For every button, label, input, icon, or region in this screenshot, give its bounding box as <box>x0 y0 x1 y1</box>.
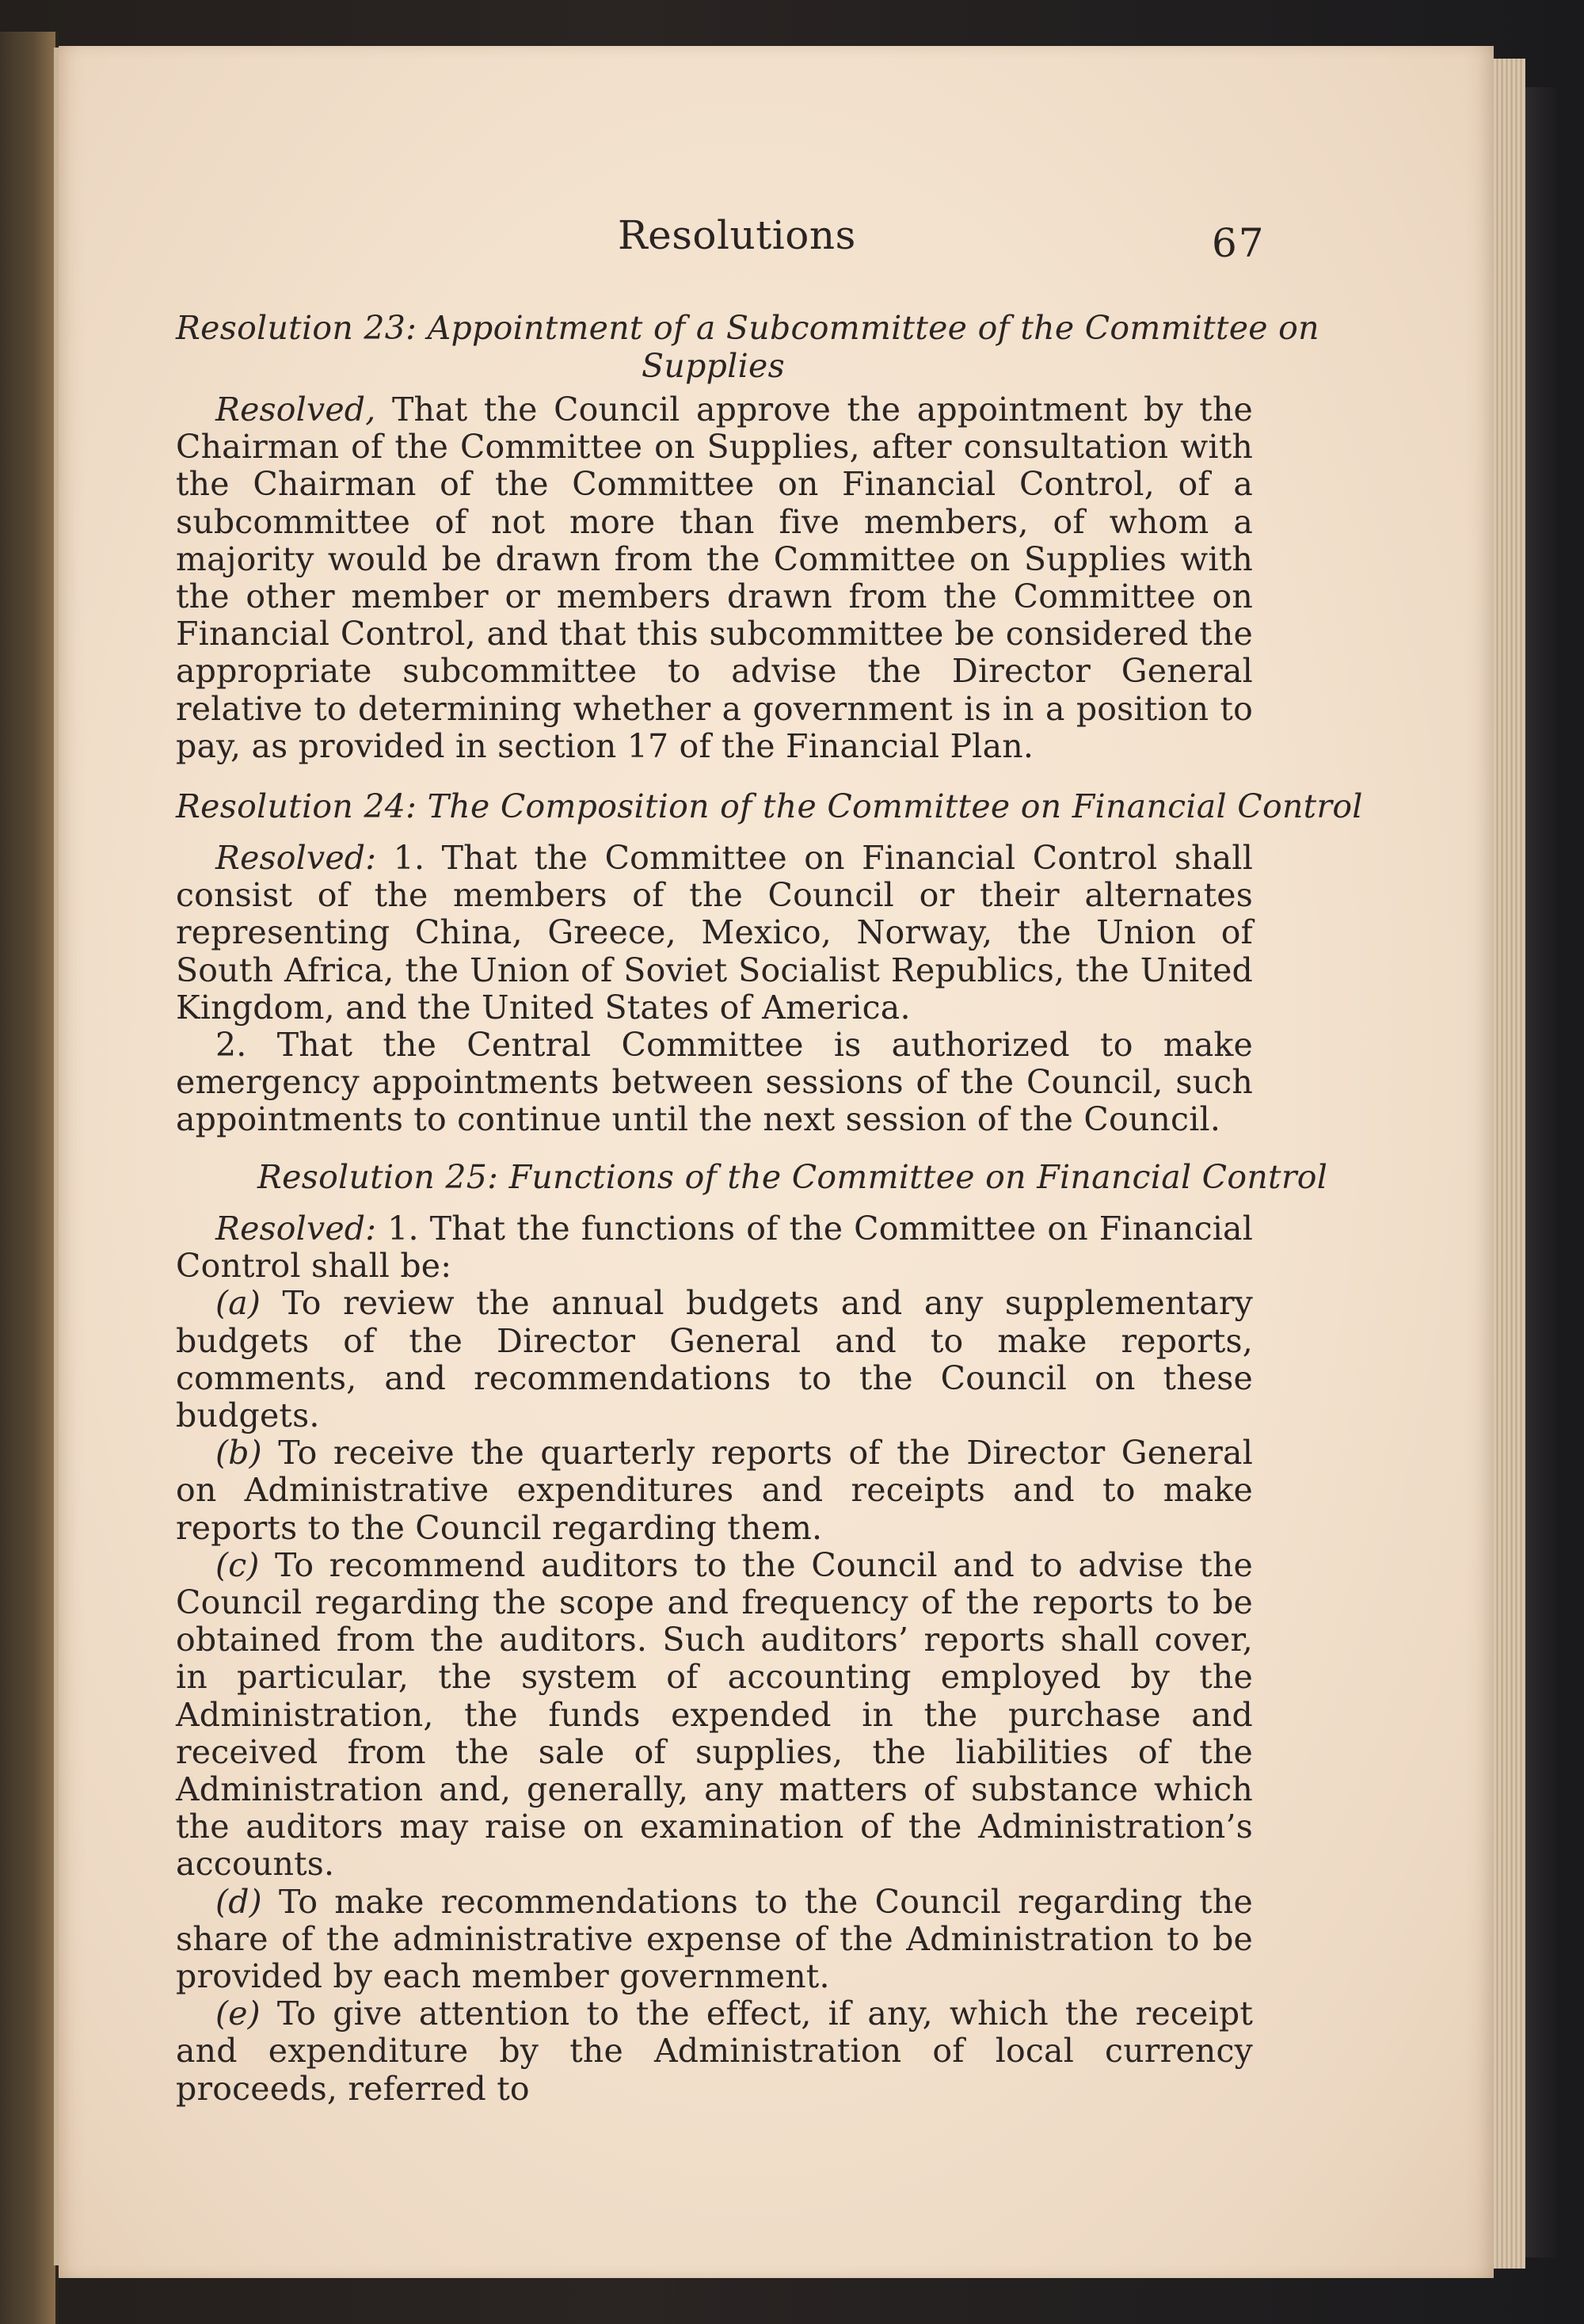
running-head: Resolutions <box>618 212 856 258</box>
function-item-c: (c) To recommend auditors to the Council and to advise the Council regarding the scope and frequency of the reports to be obtained from the auditors. Such auditors’ reports shall cover, in particular, the system of accounting employed by the Administration, the funds expended in the purchase and received from the sale of supplies, the liabilities of the Administration and, generally, any matters of substance which the auditors may raise on examination of the Administration’s accounts. <box>176 1545 1253 1884</box>
item-label: (e) <box>215 1994 261 2033</box>
resolution-25-title: Resolution 25: Functions of the Committee on Financial Control <box>257 1158 1328 1196</box>
resolution-23-title: Resolution 23: Appointment of a Subcommittee of the Committee on <box>176 309 1319 347</box>
resolution-23-body <box>176 391 1253 765</box>
item-label: (d) <box>215 1882 262 1921</box>
resolution-24-title: Resolution 24: The Composition of the Committee on Financial Control <box>176 787 1363 825</box>
resolved-lead: Resolved: <box>215 839 377 877</box>
function-item-e: (e) To give attention to the effect, if any, which the receipt and expenditure by the Administration of local currency proceeds, referred to <box>176 1994 1253 2108</box>
item-label: (b) <box>215 1434 262 1473</box>
book-cover-edge <box>0 32 59 2324</box>
item-label: (c) <box>215 1545 260 1584</box>
item-label: (a) <box>215 1284 261 1323</box>
resolution-24-paragraph-1: Resolved: 1. That the Committee on Financial Control shall consist of the members of the Council or their alternates representing China, Greece, Mexico, Norway, the Union of South Africa, the Union of Soviet Socialist Republics, the United Kingdom, and the United States of America. <box>176 839 1254 1027</box>
resolution-24-body <box>176 840 1253 1139</box>
page-number: 67 <box>1212 220 1266 266</box>
resolution-25-intro: Resolved: 1. That the functions of the Committee on Financial Control shall be: <box>176 1210 1254 1286</box>
resolution-24-paragraph-2: 2. That the Central Committee is authorized to make emergency appointments between sessions of the Council, such appointments to continue until the next session of the Council. <box>176 1026 1253 1139</box>
resolved-lead: Resolved: <box>215 1210 377 1248</box>
back-cover-edge <box>1525 87 1557 2257</box>
resolution-25-body <box>176 1210 1253 2108</box>
function-item-b: (b) To receive the quarterly reports of the Director General on Administrative expenditures and receipts and to make reports to the Council regarding them. <box>176 1434 1254 1547</box>
resolution-23-paragraph: Resolved, That the Council approve the appointment by the Chairman of the Committee on Supplies, after consultation with the Chairman of the Committee on Financial Control, of a subcommittee of not more than five members, of whom a majority would be drawn from the Committee on Supplies with the other member or members drawn from the Committee on Financial Control, and that this subcommittee be considered the appropriate subcommittee to advise the Director General relative to determining whether a government is in a position to pay, as provided in section 17 of the Financial Plan. <box>176 391 1254 765</box>
resolution-23-title-cont: Supplies <box>642 347 785 385</box>
page-stack <box>1494 59 1525 2269</box>
function-item-a: (a) To review the annual budgets and any supplementary budgets of the Director General and to make reports, comments, and recommendations to the Council on these budgets. <box>176 1284 1253 1435</box>
function-item-d: (d) To make recommendations to the Council regarding the share of the administrative expense of the Administration to be provided by each member government. <box>176 1882 1253 1996</box>
resolved-lead: Resolved, <box>215 391 376 429</box>
